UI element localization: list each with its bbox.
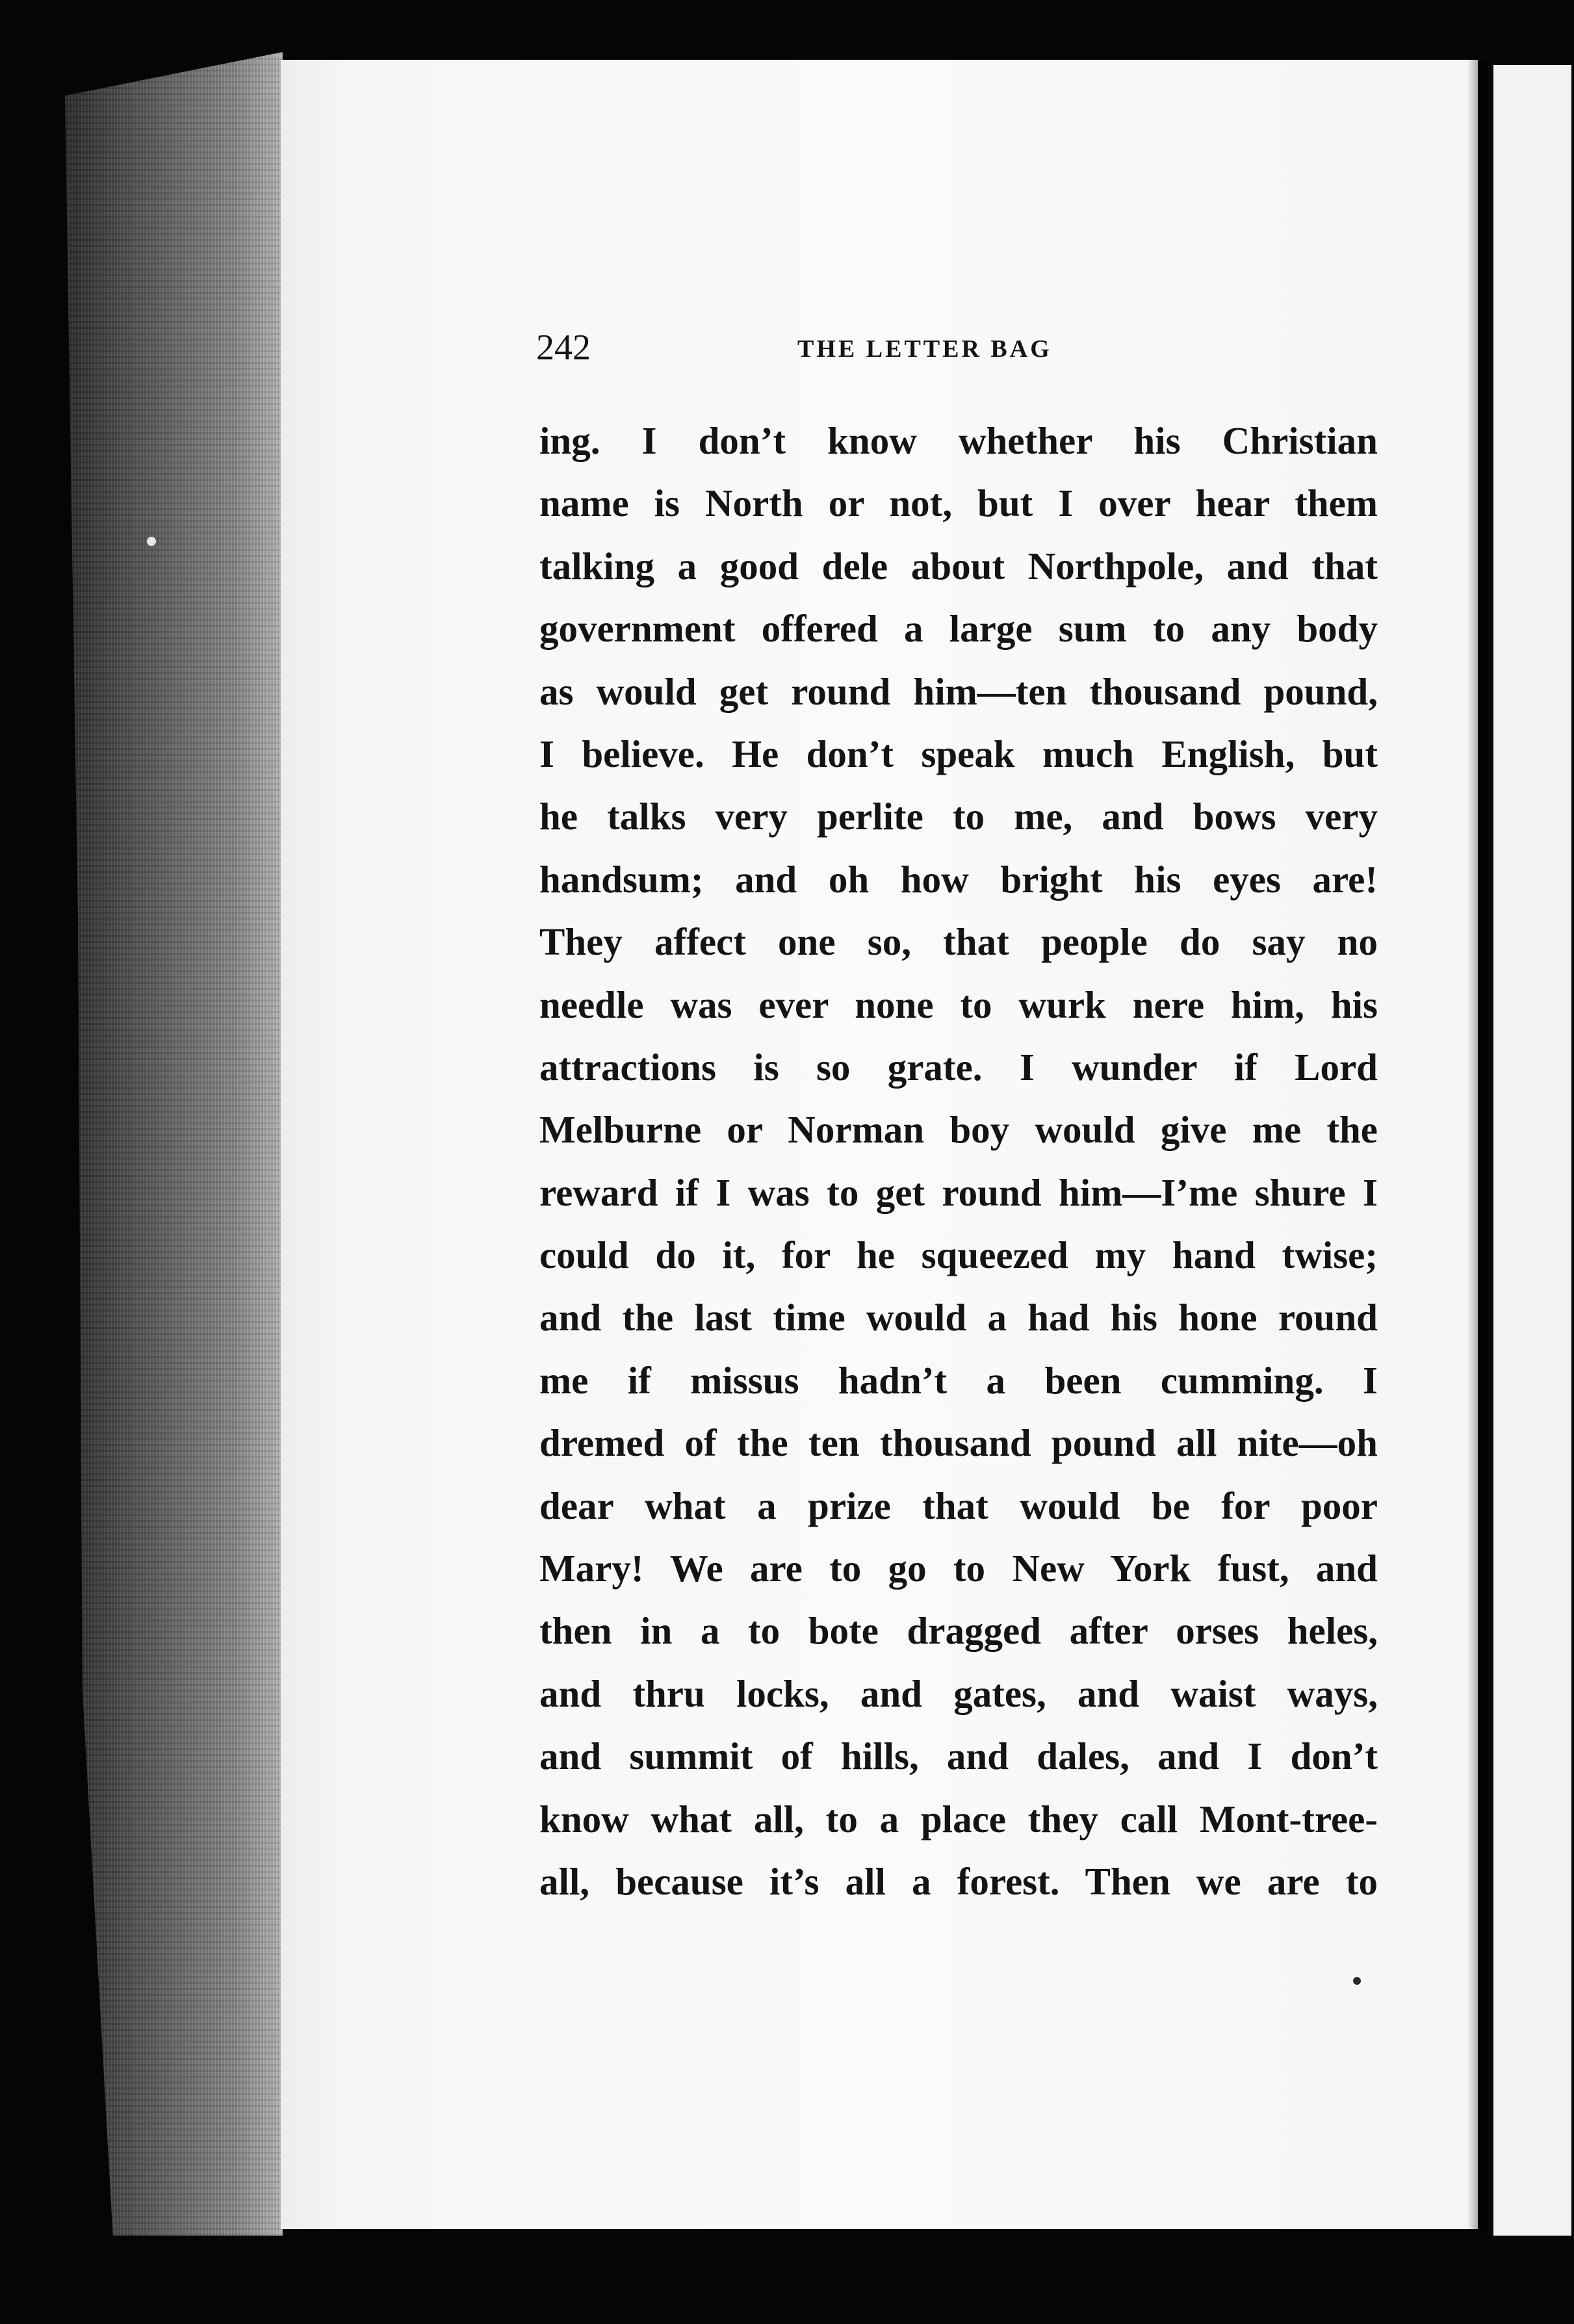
text-line: name is North or not, but I over hear them <box>539 482 1378 525</box>
page-edges-texture <box>65 52 283 2236</box>
text-line: and summit of hills, and dales, and I don’t <box>539 1735 1378 1778</box>
text-line: dear what a prize that would be for poor <box>539 1484 1378 1527</box>
next-page-sliver <box>1488 65 1571 2236</box>
page-number: 242 <box>536 328 591 368</box>
text-line: and thru locks, and gates, and waist ways, <box>539 1672 1378 1715</box>
ink-speck <box>1353 1977 1361 1985</box>
text-line: as would get round him—ten thousand pound, <box>539 669 1378 713</box>
text-line: he talks very perlite to me, and bows very <box>539 795 1378 838</box>
running-header <box>536 325 1095 370</box>
ink-speck <box>147 537 156 546</box>
text-line: They affect one so, that people do say no <box>539 920 1378 964</box>
text-line: handsum; and oh how bright his eyes are! <box>539 857 1378 901</box>
text-line: government offered a large sum to any body <box>539 607 1378 651</box>
text-line: reward if I was to get round him—I’me shure I <box>539 1170 1378 1214</box>
text-line: know what all, to a place they call Mont-tree- <box>539 1797 1378 1840</box>
running-title: THE LETTER BAG <box>797 335 1052 363</box>
text-line: Melburne or Norman boy would give me the <box>539 1108 1378 1152</box>
body-text <box>539 409 1378 1913</box>
text-line: needle was ever none to wurk nere him, his <box>539 983 1378 1026</box>
text-line: and the last time would a had his hone round <box>539 1296 1378 1339</box>
text-line: attractions is so grate. I wunder if Lord <box>539 1045 1378 1089</box>
text-line: ing. I don’t know whether his Christian <box>539 419 1378 462</box>
text-line: could do it, for he squeezed my hand twise; <box>539 1233 1378 1277</box>
text-line: all, because it’s all a forest. Then we are to <box>539 1859 1378 1903</box>
text-line: then in a to bote dragged after orses heles, <box>539 1609 1378 1653</box>
text-line: Mary! We are to go to New York fust, and <box>539 1547 1378 1590</box>
text-line: dremed of the ten thousand pound all nite—oh <box>539 1421 1378 1465</box>
text-line: I believe. He don’t speak much English, but <box>539 732 1378 775</box>
text-line: talking a good dele about Northpole, and that <box>539 544 1378 587</box>
text-line: me if missus hadn’t a been cumming. I <box>539 1358 1378 1402</box>
gutter-shadow <box>1467 60 1487 2229</box>
